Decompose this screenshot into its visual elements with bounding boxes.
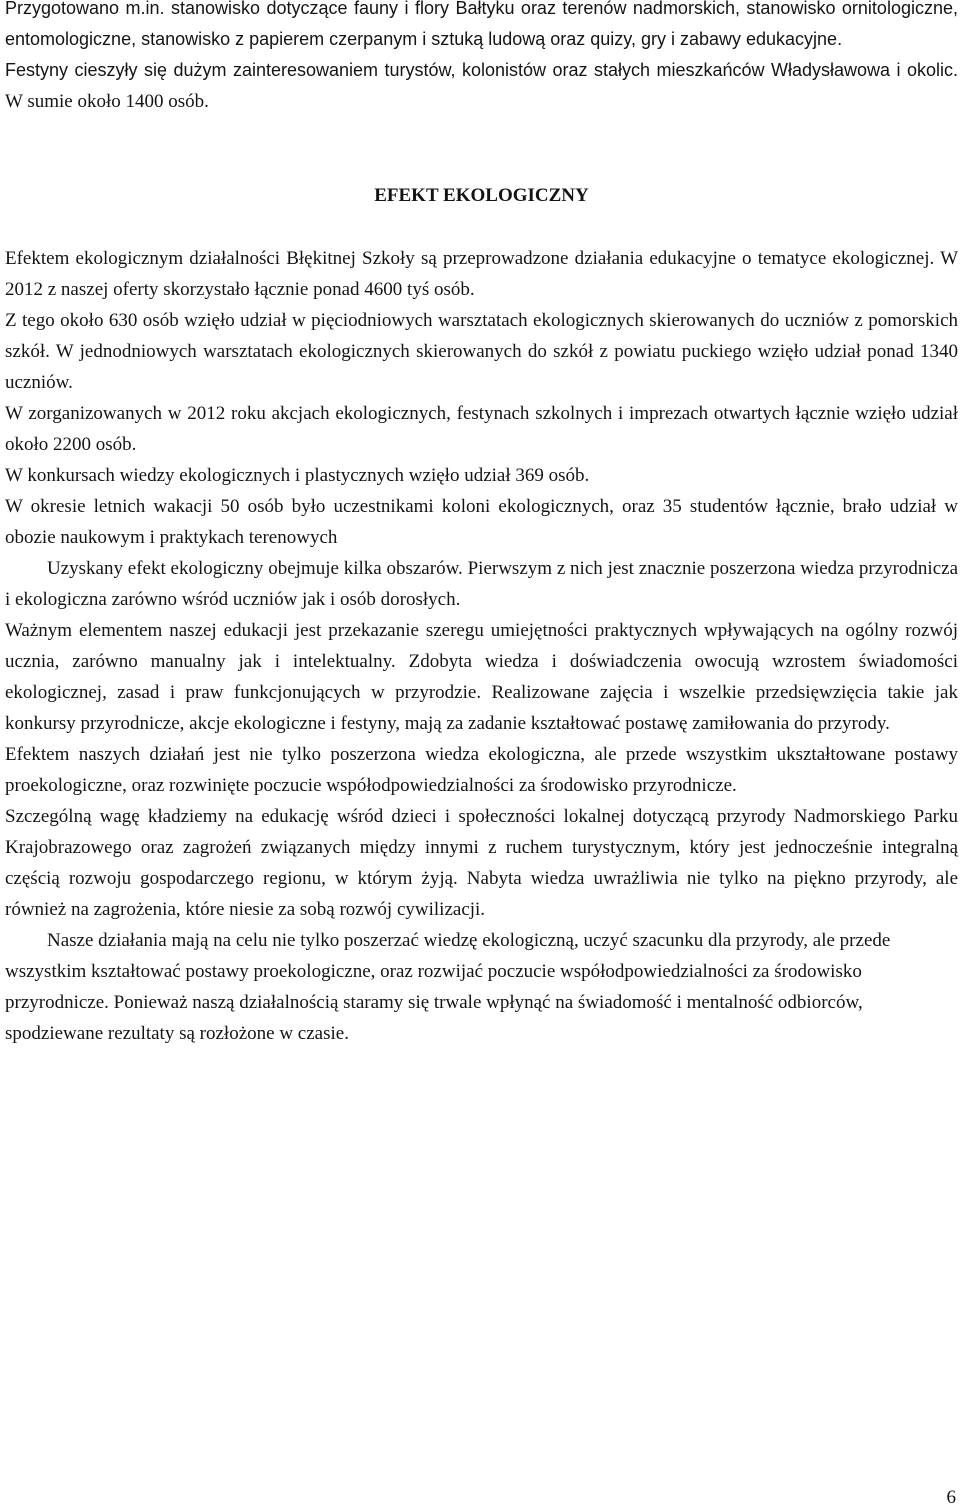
intro-body-text: stanowisko dotyczące fauny i flory Bałtyku oraz terenów nadmorskich, stanowisko ornitologiczne, entomologiczne, stanowisko z papierem czerpanym i sztuką ludową oraz quizy, gry i zabawy edukacyjne.: [5, 0, 958, 49]
body-paragraph-areas: Uzyskany efekt ekologiczny obejmuje kilka obszarów. Pierwszym z nich jest znacznie poszerzona wiedza przyrodnicza i ekologiczna zarówno wśród uczniów jak i osób dorosłych.: [5, 558, 958, 610]
body-paragraph-attitudes: Efektem naszych działań jest nie tylko poszerzona wiedza ekologiczna, ale przede wszystkim ukształtowane postawy proekologiczne, oraz rozwinięte poczucie współodpowiedzialności za środowisko przyrodnicze.: [5, 744, 958, 796]
body-paragraph-effect: Efektem ekologicznym działalności Błękitnej Szkoły są przeprowadzone działania edukacyjne o tematyce ekologicznej. W 2012 z naszej oferty skorzystało łącznie ponad 4600 tyś osób.: [5, 248, 958, 300]
page-number: 6: [946, 1487, 956, 1508]
body-paragraph-goals: Nasze działania mają na celu nie tylko poszerzać wiedzę ekologiczną, uczyć szacunku dla przyrody, ale przede wszystkim kształtować postawy proekologiczne, oraz rozwijać poczucie współodpowiedzialności za środowisko przyrodnicze. Ponieważ naszą działalnością staramy się trwale wpłynąć na świadomość i mentalność odbiorców, spodziewane rezultaty są rozłożone w czasie.: [5, 930, 891, 1044]
body-paragraph-skills: Ważnym elementem naszej edukacji jest przekazanie szeregu umiejętności praktycznych wpływających na ogólny rozwój ucznia, zarówno manualny jak i intelektualny. Zdobyta wiedza i doświadczenia owocują wzrostem świadomości ekologicznej, zasad i praw funkcjonujących w przyrodzie. Realizowane zajęcia i wszelkie przedsięwzięcia takie jak konkursy przyrodnicze, akcje ekologiczne i festyny, mają za zadanie kształtować postawę zamiłowania do przyrody.: [5, 620, 958, 734]
attendance-total-text: W sumie około 1400 osób.: [5, 91, 209, 112]
body-paragraph-summer-camps: W okresie letnich wakacji 50 osób było uczestnikami koloni ekologicznych, oraz 35 studentów łącznie, brało udział w obozie naukowym i praktykach terenowych: [5, 496, 958, 548]
body-paragraph-contests: W konkursach wiedzy ekologicznych i plastycznych wzięło udział 369 osób.: [5, 465, 590, 486]
festyny-paragraph: [5, 55, 958, 117]
section-heading: EFEKT EKOLOGICZNY: [374, 185, 589, 206]
body-paragraph-events: W zorganizowanych w 2012 roku akcjach ekologicznych, festynach szkolnych i imprezach otwartych łącznie wzięło udział około 2200 osób.: [5, 403, 958, 455]
spacer: [5, 211, 958, 243]
body-paragraph-local-community: Szczególną wagę kładziemy na edukację wśród dzieci i społeczności lokalnej dotyczącą przyrody Nadmorskiego Parku Krajobrazowego oraz zagrożeń związanych między innymi z ruchem turystycznym, który jest jednocześnie integralną częścią rozwoju gospodarczego regionu, w którym żyją. Nabyta wiedza uwrażliwia nie tylko na piękno przyrody, ale również na zagrożenia, które niesie za sobą rozwój cywilizacji.: [5, 806, 958, 920]
intro-paragraph: [5, 0, 958, 55]
body-paragraph-workshops: Z tego około 630 osób wzięło udział w pięciodniowych warsztatach ekologicznych skierowanych do uczniów z pomorskich szkół. W jednodniowych warsztatach ekologicznych skierowanych do szkół z powiatu puckiego wzięło udział ponad 1340 uczniów.: [5, 310, 958, 393]
festyny-text: Festyny cieszyły się dużym zainteresowaniem turystów, kolonistów oraz stałych mieszkańców Władysławowa i okolic.: [5, 60, 958, 80]
document-page: [5, 0, 958, 1049]
intro-lead-text: Przygotowano m.in.: [5, 0, 171, 18]
spacer: [5, 117, 958, 180]
